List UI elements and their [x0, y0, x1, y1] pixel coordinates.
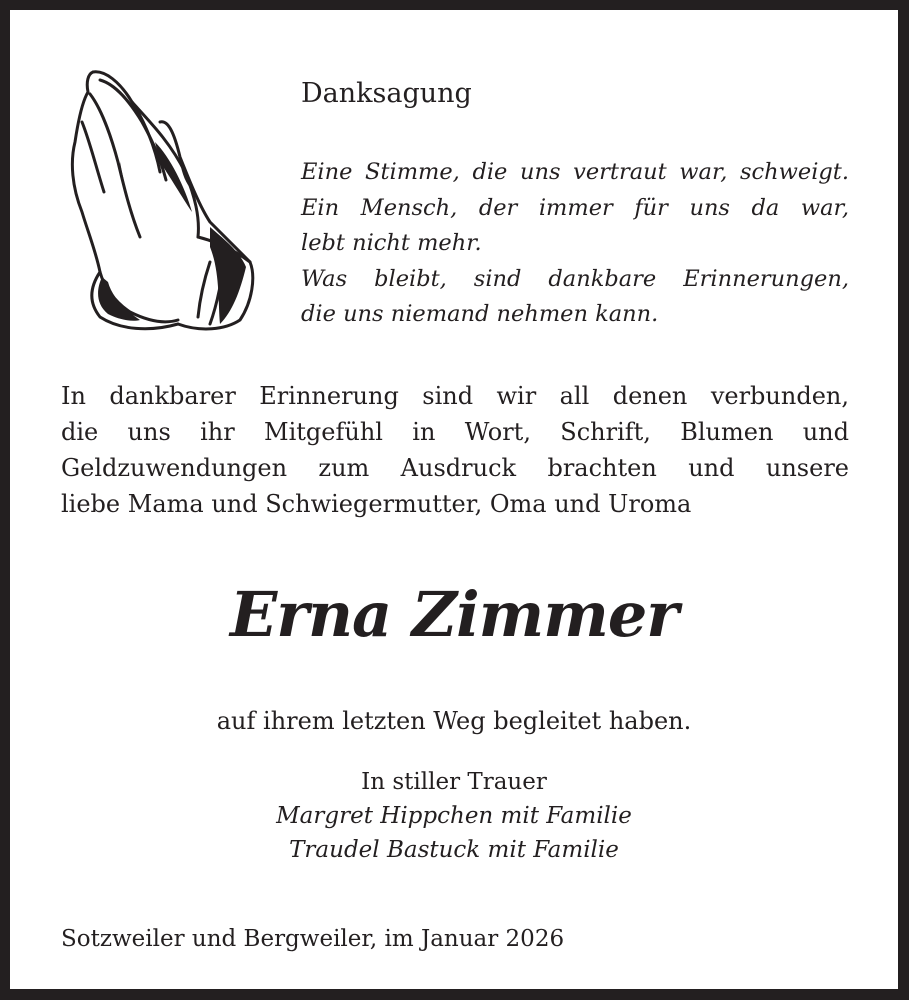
praying-hands-icon	[60, 62, 260, 334]
mourner-name: Margret Hippchen mit Familie	[276, 803, 632, 829]
poem-line: Ein Mensch, der immer für uns da war,	[301, 194, 849, 221]
poem-line: lebt nicht mehr.	[301, 230, 482, 256]
mourners-block	[10, 765, 898, 867]
after-name-text: auf ihrem letzten Weg begleitet haben.	[216, 707, 692, 735]
poem-line: die uns niemand nehmen kann.	[301, 301, 659, 327]
poem-line: Was bleibt, sind dankbare Erinnerungen,	[301, 265, 849, 292]
poem	[301, 155, 849, 333]
paragraph-line: die uns ihr Mitgefühl in Wort, Schrift, Blumen und	[61, 418, 849, 446]
poem-line: Eine Stimme, die uns vertraut war, schweigt.	[301, 159, 849, 185]
mourner-name: Traudel Bastuck mit Familie	[289, 837, 619, 863]
deceased-name: Erna Zimmer	[230, 578, 678, 651]
paragraph-line: In dankbarer Erinnerung sind wir all denen verbunden,	[61, 382, 849, 410]
thanks-paragraph	[61, 378, 849, 522]
paragraph-line: Geldzuwendungen zum Ausdruck brachten und unsere	[61, 454, 849, 482]
obituary-notice	[10, 10, 898, 989]
place-date: Sotzweiler und Bergweiler, im Januar 2026	[61, 926, 565, 952]
notice-title: Danksagung	[301, 78, 472, 109]
paragraph-line: liebe Mama und Schwiegermutter, Oma und Uroma	[61, 490, 692, 518]
mourning-lead: In stiller Trauer	[361, 769, 547, 795]
